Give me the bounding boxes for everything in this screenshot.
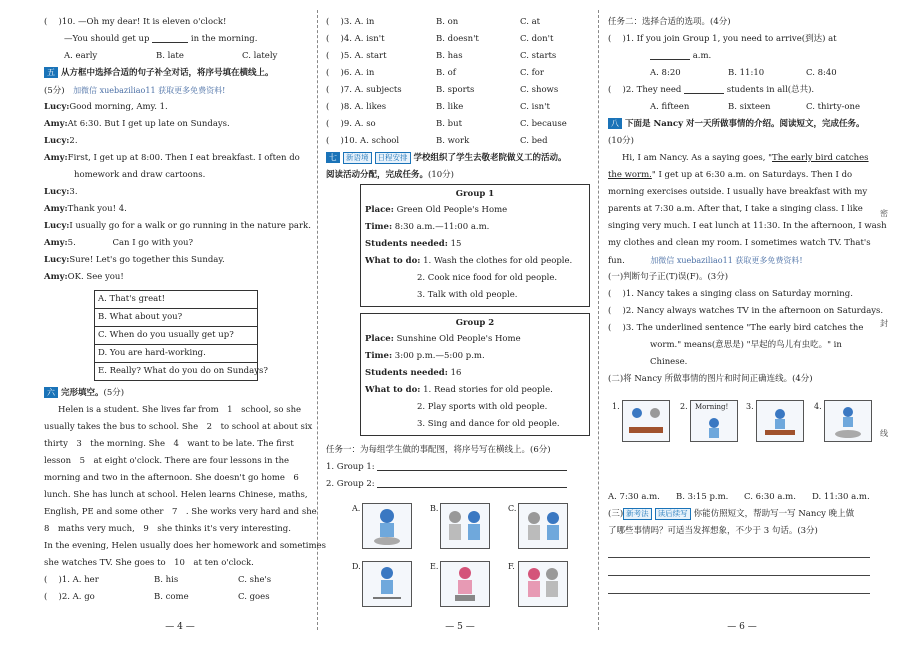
option-c[interactable]: C. goes [238,592,270,602]
dialog-line: Lucy:3. [44,187,78,197]
q10-line2: —You should get up in the morning. [64,34,258,44]
picture-label: B. [430,504,439,513]
cloze-line: lesson 5 at eight o'clock. There are four lessons in the [44,456,290,466]
option-c[interactable]: C. she's [238,575,272,585]
option-c[interactable]: C. shows [520,85,559,95]
group-title: Group 1 [455,189,495,199]
picture-label: F. [508,562,515,571]
tf-item: ( )2. Nancy always watches TV in the afternoon on Saturdays. [608,306,884,316]
option-a[interactable]: ( )5. A. start [326,51,387,61]
answer-blank[interactable] [377,477,567,488]
option-b[interactable]: B. but [436,119,462,129]
page-number: — 5 — [445,622,475,632]
writing-line[interactable] [608,540,870,558]
seal-mark: 封 [880,319,888,328]
cloze-line: lunch. She has lunch at school. Helen learns Chinese, maths, [44,490,308,500]
option-c[interactable]: C. 8:40 [806,68,837,78]
option-b[interactable]: B. of [436,68,456,78]
passage-line: my clothes and clean my room. I sometimes watch TV. That's [608,238,871,248]
option-a[interactable]: A. fifteen [650,102,690,112]
option-a[interactable]: ( )8. A. likes [326,102,387,112]
option-b[interactable]: B. doesn't [436,34,479,44]
tf-item: ( )1. Nancy takes a singing class on Saturday morning. [608,289,853,299]
morning-picture [690,400,738,442]
tf-item: Chinese. [650,357,688,367]
tf-title: (一)判断句子正(T)误(F)。(3分) [608,272,729,282]
time-option[interactable]: A. 7:30 a.m. [608,492,660,502]
passage-line: morning exercises outside. I usually have breakfast with my [608,187,868,197]
box-option: C. When do you usually get up? [95,327,257,345]
q3-line: (三) 新考法 读后续写 你能仿照短文，帮助写一写 Nancy 晚上做 [608,509,855,519]
q10-line: ( )10. —Oh my dear! It is eleven o'clock! [44,17,227,27]
writing-line[interactable] [608,558,870,576]
cloze-line: thirty 3 the morning. She 4 want to be late. The first [44,439,294,449]
option-c[interactable]: C. bed [520,136,548,146]
match-number: 4. [814,402,822,411]
option-a[interactable]: ( )4. A. isn't [326,34,385,44]
cloze-question [326,116,588,133]
cloze-line: Helen is a student. She lives far from 1 school, so she [58,405,302,415]
picture-label: C. [508,504,517,513]
match-number: 3. [746,402,754,411]
option-b[interactable]: B. late [156,51,184,61]
q3-line2: 了哪些事情吗？可适当发挥想象，不少于 3 句话。(3分) [608,526,818,536]
section-5-sub: (5分) 加微信 xuebaziliao11 获取更多免费资料! [44,86,226,96]
option-a[interactable]: ( )6. A. in [326,68,375,78]
cloze-question [326,99,588,116]
option-a[interactable]: A. early [64,51,98,61]
picture-label: A. [352,504,361,513]
option-b[interactable]: B. 11:10 [728,68,765,78]
task-1-group-1: 1. Group 1: [326,459,588,476]
passage-line: singing very much. I eat lunch at 11:30. In the afternoon, I wash [608,221,887,231]
section-8-score: (10分) [608,136,634,146]
old-people-picture [440,503,490,549]
passage-line: parents at 7:30 a.m. After that, I take a singing class. I like [608,204,863,214]
wash-picture [824,400,872,442]
task-2-q1-options [608,65,878,82]
options-box [94,290,268,381]
task-1-title: 任务一：为每组学生做的事配图，将序号写在横线上。(6分) [326,445,551,455]
task-2-q2-options [608,99,878,116]
cloze-line: morning and two in the afternoon. She doesn't go home 6 [44,473,299,483]
cloze-line: 8 maths very much, 9 she thinks it's very interesting. [44,524,291,534]
dialog-line: homework and draw cartoons. [74,170,206,180]
cloze-line: English, PE and some other 7 . She works very hard and she [44,507,317,517]
page-number: — 4 — [165,622,195,632]
cloze-line: usually takes the bus to school. She 2 to school at about six [44,422,313,432]
group-2-box: Group 2 Place: Sunshine Old People's Home Time: 3:00 p.m.—5:00 p.m. Students needed: 16 What to do: 1. Read stories for old people. 2. Play sports with old people. 3. Sing and dance for old people. [360,313,590,436]
time-option[interactable]: D. 11:30 a.m. [812,492,870,502]
dialog-line: Amy:First, I get up at 8:00. Then I eat breakfast. I often do [44,153,300,163]
cloze-line: she watches TV. She goes to 10 at ten o'clock. [44,558,254,568]
option-c[interactable]: C. for [520,68,544,78]
q10-options [44,48,314,65]
option-a[interactable]: ( )7. A. subjects [326,85,402,95]
section-8-title: 八 下面是 Nancy 对一天所做事情的介绍。阅读短文，完成任务。 [608,116,878,133]
option-b[interactable]: B. on [436,17,459,27]
option-b[interactable]: B. his [154,575,179,585]
option-b[interactable]: B. work [436,136,470,146]
section-6-title: 六 完形填空。(5分) [44,385,314,402]
cloze-line: In the evening, Helen usually does her homework and sometimes [44,541,326,551]
group-title: Group 2 [455,318,495,328]
page-number: — 6 — [727,622,757,632]
cloze-question [326,14,588,31]
match-number: 1. [612,402,620,411]
watermark: 加微信 xuebaziliao11 获取更多免费资料! [650,256,803,265]
match-times [608,489,878,594]
cloze-question [326,48,588,65]
box-option: E. Really? What do you do on Sundays? [98,366,268,376]
dialog-line: Amy:Thank you! 4. [44,204,127,214]
dialog [44,99,314,286]
box-option: D. You are hard-working. [95,345,257,363]
task-2-q1: ( )1. If you join Group 1, you need to arrive(到达) at [608,34,837,44]
tf-item: worm." means(意思是) "早起的鸟儿有虫吃。" in [650,340,842,350]
option-b[interactable]: B. has [436,51,463,61]
cloze-question [326,82,588,99]
option-a[interactable]: ( )9. A. so [326,119,376,129]
passage-line: fun. 加微信 xuebaziliao11 获取更多免费资料! [608,256,803,266]
cloze-questions [44,572,314,606]
column-middle [326,14,588,493]
dialog-line: Amy:At 6:30. But I get up late on Sundays. [44,119,230,129]
section-7-sub: 阅读活动分配，完成任务。(10分) [326,170,454,180]
option-a[interactable]: A. 8:20 [650,68,681,78]
option-b[interactable]: B. like [436,102,464,112]
option-c[interactable]: C. don't [520,34,554,44]
morning-text: Morning! [695,403,729,411]
option-a[interactable]: ( )10. A. school [326,136,400,146]
seal-mark: 线 [880,429,888,438]
tf-item: ( )3. The underlined sentence "The early bird catches the [608,323,864,333]
option-b[interactable]: B. come [154,592,189,602]
match-title: (二)将 Nancy 所做事情的图片和时间正确连线。(4分) [608,374,813,384]
column-right [608,14,887,388]
cloze-question [44,572,314,589]
dialog-line: Amy:OK. See you! [44,272,124,282]
time-option[interactable]: B. 3:15 p.m. [676,492,729,502]
breakfast-picture [622,400,670,442]
option-a[interactable]: ( )2. A. go [44,592,95,602]
dialog-line: Lucy:I usually go for a walk or go running in the nature park. [44,221,311,231]
group-1-box: Group 1 Place: Green Old People's Home Time: 8:30 a.m.—11:00 a.m. Students needed: 15 What to do: 1. Wash the clothes for old people. 2. Cook nice food for old people. 3. Talk with old people. [360,184,590,307]
dialog-line: Lucy:2. [44,136,78,146]
wash-clothes-picture [362,503,412,549]
option-b[interactable]: B. sports [436,85,475,95]
picture-label: D. [352,562,361,571]
passage-line: the worm." I get up at 6:30 a.m. on Saturdays. Then I do [608,170,853,180]
task-2-q2: ( )2. They need students in all(总共). [608,85,815,95]
option-c[interactable]: C. thirty-one [806,102,860,112]
writing-line[interactable] [608,576,870,594]
task-2-q1b: a.m. [608,48,878,65]
cloze-question [44,589,314,606]
seal-mark: 密 [880,209,888,218]
option-a[interactable]: ( )1. A. her [44,575,99,585]
task-2-title: 任务二：选择合适的选项。(4分) [608,17,731,27]
option-b[interactable]: B. sixteen [728,102,771,112]
option-a[interactable]: ( )3. A. in [326,17,375,27]
option-c[interactable]: C. lately [242,51,278,61]
time-option[interactable]: C. 6:30 a.m. [744,492,796,502]
cloze-question [326,65,588,82]
dialog-line: Lucy:Sure! Let's go together this Sunday. [44,255,225,265]
match-number: 2. [680,402,688,411]
option-c[interactable]: C. isn't [520,102,550,112]
passage-line: Hi, I am Nancy. As a saying goes, "The early bird catches [622,153,869,163]
cloze-questions [326,14,588,150]
option-c[interactable]: C. because [520,119,567,129]
dance-picture [518,561,568,607]
cook-picture [440,561,490,607]
cloze-question [326,31,588,48]
option-c[interactable]: C. at [520,17,541,27]
column-left [44,14,326,606]
watermark: 加微信 xuebaziliao11 获取更多免费资料! [73,86,226,95]
box-option: B. What about you? [95,309,257,327]
dialog-line: Lucy:Good morning, Amy. 1. [44,102,168,112]
section-7-title: 七 新语境 日程安排 学校组织了学生去敬老院做义工的活动。 [326,150,588,167]
box-option: A. That's great! [95,291,257,309]
section-5-title: 五 从方框中选择合适的句子补全对话，将序号填在横线上。 [44,65,314,82]
cloze-question [326,133,588,150]
cloze-passage [44,402,326,572]
lunch-picture [756,400,804,442]
talk-picture [518,503,568,549]
task-1-group-2: 2. Group 2: [326,476,588,493]
sports-picture [362,561,412,607]
option-c[interactable]: C. starts [520,51,557,61]
dialog-line: Amy:5. Can I go with you? [44,238,194,248]
picture-label: E. [430,562,439,571]
answer-blank[interactable] [377,460,567,471]
